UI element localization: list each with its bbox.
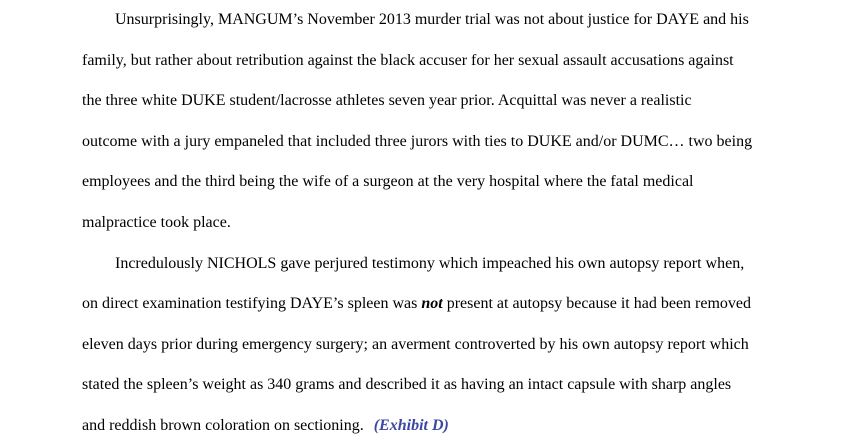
text-line: Unsurprisingly, MANGUM’s November 2013 murder trial was not about justice for DAYE and his <box>115 11 749 28</box>
text-line: malpractice took place. <box>82 213 231 231</box>
text-line: Incredulously NICHOLS gave perjured testimony which impeached his own autopsy report when, <box>115 254 745 272</box>
paragraph-testimony <box>82 244 842 447</box>
text-line: outcome with a jury empaneled that included three jurors with ties to DUKE and/or DUMC… two being <box>82 132 753 150</box>
document-body <box>82 0 842 447</box>
text-line: stated the spleen’s weight as 340 grams and described it as having an intact capsule with sharp angles <box>82 376 732 394</box>
exhibit-reference: (Exhibit D) <box>373 416 449 434</box>
text-line <box>82 406 842 447</box>
text-segment: and reddish brown coloration on sectioning. <box>82 416 364 434</box>
text-line: family, but rather about retribution against the black accuser for her sexual assault accusations against <box>82 51 734 69</box>
text-line: employees and the third being the wife of a surgeon at the very hospital where the fatal medical <box>82 173 694 191</box>
text-line <box>82 284 842 325</box>
paragraph-trial <box>82 0 842 244</box>
text-segment: on direct examination testifying DAYE’s spleen was <box>82 295 422 313</box>
emphasis-not: not <box>421 295 443 313</box>
text-segment: present at autopsy because it had been removed <box>442 295 752 313</box>
text-line: eleven days prior during emergency surgery; an averment controverted by his own autopsy report which <box>82 335 749 353</box>
text-line: the three white DUKE student/lacrosse athletes seven year prior. Acquittal was never a realistic <box>82 92 692 110</box>
